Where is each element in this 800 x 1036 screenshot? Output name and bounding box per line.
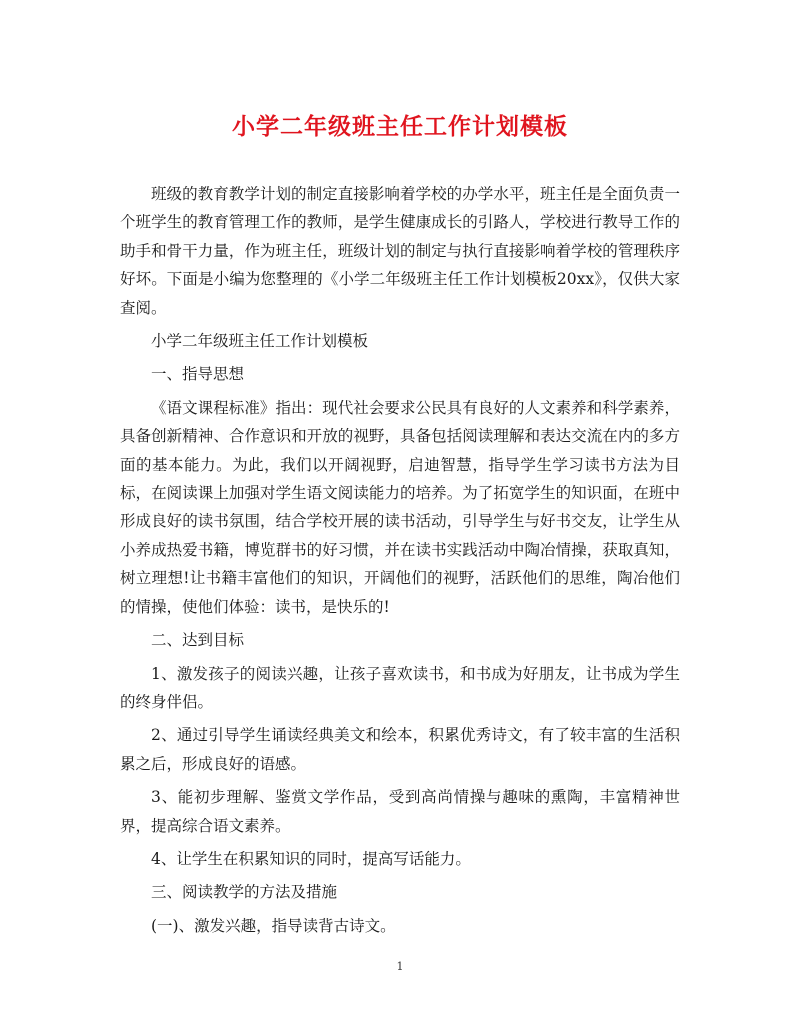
section-heading-methods: 三、阅读教学的方法及措施 xyxy=(151,883,338,902)
document-body xyxy=(120,180,680,945)
subtitle-line: 小学二年级班主任工作计划模板 xyxy=(151,332,369,351)
goal-item-2: 2、通过引导学生诵读经典美文和绘本，积累优秀诗文，有了较丰富的生活积累之后，形成良好的语感。 xyxy=(120,726,680,773)
intro-paragraph: 班级的教育教学计划的制定直接影响着学校的办学水平，班主任是全面负责一个班学生的教育管理工作的教师，是学生健康成长的引路人，学校进行教导工作的助手和骨干力量，作为班主任，班级计划的制定与执行直接影响着学校的管理秩序好坏。下面是小编为您整理的《小学二年级班主任工作计划模板20xx》，仅供大家查阅。 xyxy=(120,185,680,317)
method-subheading-1: (一)、激发兴趣，指导读背古诗文。 xyxy=(151,916,396,935)
document-title: 小学二年级班主任工作计划模板 xyxy=(232,113,568,140)
section-heading-guiding-thought: 一、指导思想 xyxy=(151,365,245,384)
goal-item-4: 4、让学生在积累知识的同时，提高写话能力。 xyxy=(151,849,471,868)
section-heading-goals: 二、达到目标 xyxy=(151,631,245,650)
guiding-thought-paragraph: 《语文课程标准》指出：现代社会要求公民具有良好的人文素养和科学素养，具备创新精神、合作意识和开放的视野，具备包括阅读理解和表达交流在内的多方面的基本能力。为此，我们以开阔视野，启迪智慧，指导学生学习读书方法为目标，在阅读课上加强对学生语文阅读能力的培养。为了拓宽学生的知识面，在班中形成良好的读书氛围，结合学校开展的读书活动，引导学生与好书交友，让学生从小养成热爱书籍，博览群书的好习惯，并在读书实践活动中陶冶情操，获取真知，树立理想!让书籍丰富他们的知识，开阔他们的视野，活跃他们的思维，陶冶他们的情操，使他们体验：读书，是快乐的! xyxy=(120,398,680,616)
goal-item-1: 1、激发孩子的阅读兴趣，让孩子喜欢读书，和书成为好朋友，让书成为学生的终身伴侣。 xyxy=(120,664,680,711)
page-number: 1 xyxy=(396,960,404,973)
goal-item-3: 3、能初步理解、鉴赏文学作品，受到高尚情操与趣味的熏陶，丰富精神世界，提高综合语文素养。 xyxy=(120,788,680,835)
